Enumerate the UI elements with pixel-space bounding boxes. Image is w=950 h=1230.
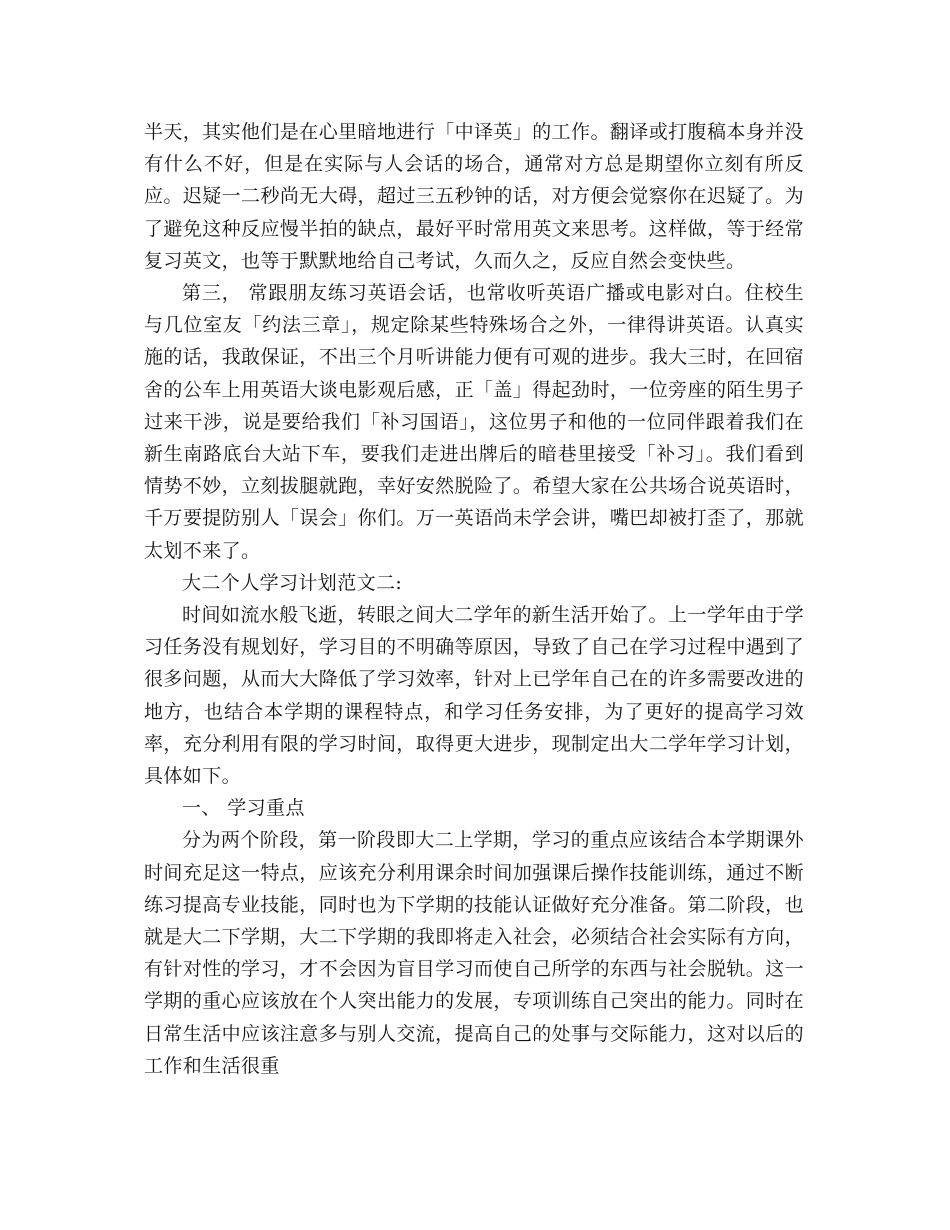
section-heading-sample-two: 大二个人学习计划范文二: (182, 571, 403, 594)
document-body (144, 116, 804, 1082)
paragraph-study-focus: 分为两个阶段，第一阶段即大二上学期，学习的重点应该结合本学期课外时间充足这一特点，应该充分利用课余时间加强课后操作技能训练，通过不断练习提高专业技能，同时也为下学期的技能认证做好充分准备。第二阶段，也就是大二下学期，大二下学期的我即将走入社会，必须结合社会实际有方向，有针对性的学习，才不会因为盲目学习而使自己所学的东西与社会脱轨。这一学期的重心应该放在个人突出能力的发展，专项训练自己突出的能力。同时在日常生活中应该注意多与别人交流，提高自己的处事与交际能力，这对以后的工作和生活很重 (144, 829, 804, 1077)
paragraph-continuation: 半天，其实他们是在心里暗地进行「中译英」的工作。翻译或打腹稿本身并没有什么不好，但是在实际与人会话的场合，通常对方总是期望你立刻有所反应。迟疑一二秒尚无大碍，超过三五秒钟的话，对方便会觉察你在迟疑了。为了避免这种反应慢半拍的缺点，最好平时常用英文来思考。这样做，等于经常复习英文，也等于默默地给自己考试，久而久之，反应自然会变快些。 (144, 121, 804, 272)
paragraph-third-point: 第三， 常跟朋友练习英语会话，也常收听英语广播或电影对白。住校生与几位室友「约法三章」，规定除某些特殊场合之外，一律得讲英语。认真实施的话，我敢保证，不出三个月听讲能力便有可观的进步。我大三时，在回宿舍的公车上用英语大谈电影观后感，正「盖」得起劲时，一位旁座的陌生男子过来干涉，说是要给我们「补习国语」，这位男子和他的一位同伴跟着我们在新生南路底台大站下车，要我们走进出牌后的暗巷里接受「补习」。我们看到情势不妙，立刻拔腿就跑，幸好安然脱险了。希望大家在公共场合说英语时，千万要提防别人「误会」你们。万一英语尚未学会讲，嘴巴却被打歪了，那就太划不来了。 (144, 282, 804, 562)
paragraph-intro: 时间如流水般飞逝，转眼之间大二学年的新生活开始了。上一学年由于学习任务没有规划好，学习目的不明确等原因，导致了自己在学习过程中遇到了很多问题，从而大大降低了学习效率，针对上已学年自己在的许多需要改进的地方，也结合本学期的课程特点，和学习任务安排，为了更好的提高学习效率，充分利用有限的学习时间，取得更大进步，现制定出大二学年学习计划，具体如下。 (144, 604, 804, 788)
section-heading-study-focus: 一、 学习重点 (182, 797, 305, 820)
